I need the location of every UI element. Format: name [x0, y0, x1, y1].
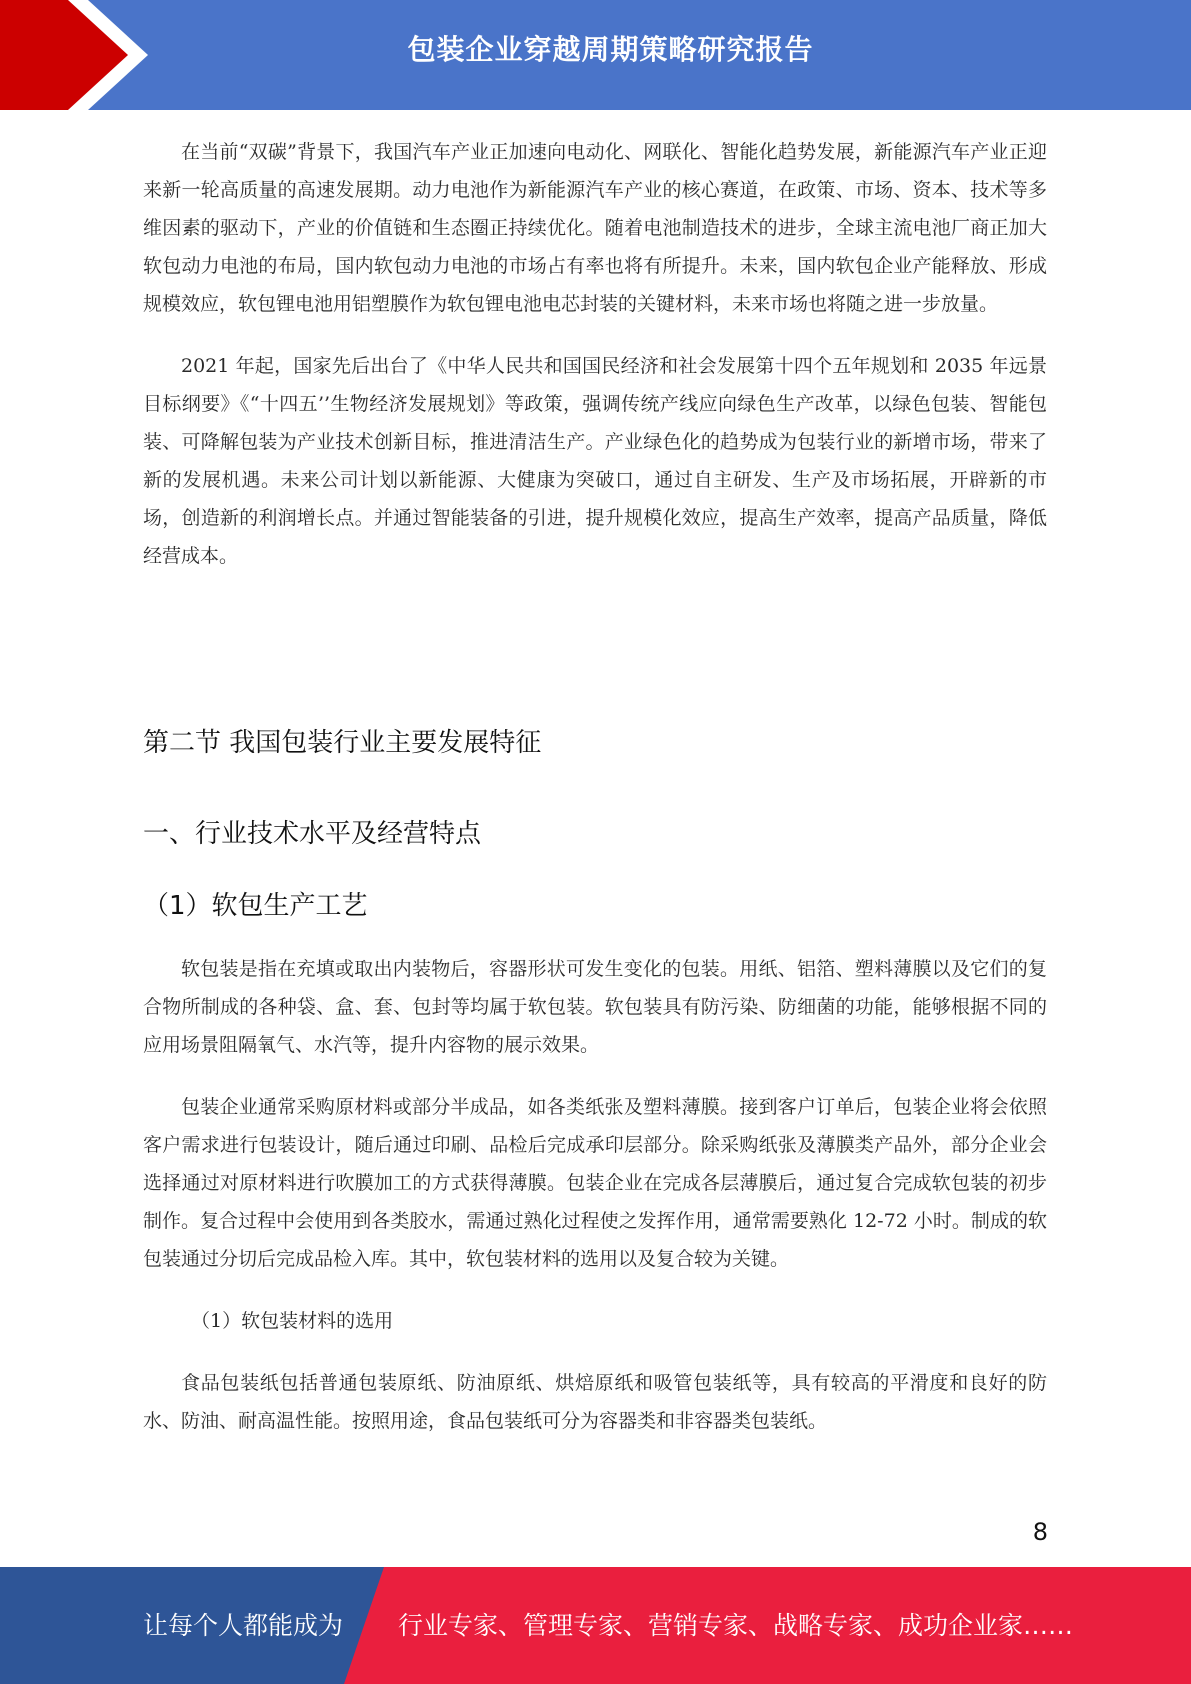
body-text-top	[143, 133, 1047, 575]
paragraph: 食品包装纸包括普通包装原纸、防油原纸、烘焙原纸和吸管包装纸等，具有较高的平滑度和良好的防水、防油、耐高温性能。按照用途，食品包装纸可分为容器类和非容器类包装纸。	[143, 1372, 1047, 1432]
subsection-heading: 一、行业技术水平及经营特点	[143, 819, 482, 849]
subsubsection-heading: （1）软包生产工艺	[143, 891, 368, 921]
section-heading: 第二节 我国包装行业主要发展特征	[143, 728, 542, 758]
report-title: 包装企业穿越周期策略研究报告	[407, 33, 814, 66]
body-text-bottom	[143, 950, 1047, 1440]
page-footer	[0, 1567, 1191, 1684]
footer-slogan-right: 行业专家、管理专家、营销专家、战略专家、成功企业家……	[398, 1611, 1074, 1640]
footer-slogan-left: 让每个人都能成为	[143, 1611, 344, 1640]
page-number: 8	[1032, 1518, 1048, 1546]
paragraph: 2021 年起，国家先后出台了《中华人民共和国国民经济和社会发展第十四个五年规划和 2035 年远景目标纲要》《“十四五’’生物经济发展规划》等政策，强调传统产线应向绿色生产改革，以绿色包装、智能包装、可降解包装为产业技术创新目标，推进清洁生产。产业绿色化的趋势成为包装行业的新增市场，带来了新的发展机遇。未来公司计划以新能源、大健康为突破口，通过自主研发、生产及市场拓展，开辟新的市场，创造新的利润增长点。并通过智能装备的引进，提升规模化效应，提高生产效率，提高产品质量，降低经营成本。	[143, 355, 1047, 567]
page-header	[0, 0, 1191, 110]
minor-heading: （1）软包装材料的选用	[191, 1310, 394, 1332]
paragraph: 软包装是指在充填或取出内装物后，容器形状可发生变化的包装。用纸、铝箔、塑料薄膜以及它们的复合物所制成的各种袋、盒、套、包封等均属于软包装。软包装具有防污染、防细菌的功能，能够根据不同的应用场景阻隔氧气、水汽等，提升内容物的展示效果。	[143, 958, 1047, 1056]
paragraph: 在当前“双碳”背景下，我国汽车产业正加速向电动化、网联化、智能化趋势发展，新能源汽车产业正迎来新一轮高质量的高速发展期。动力电池作为新能源汽车产业的核心赛道，在政策、市场、资本、技术等多维因素的驱动下，产业的价值链和生态圈正持续优化。随着电池制造技术的进步，全球主流电池厂商正加大软包动力电池的布局，国内软包动力电池的市场占有率也将有所提升。未来，国内软包企业产能释放、形成规模效应，软包锂电池用铝塑膜作为软包锂电池电芯封装的关键材料，未来市场也将随之进一步放量。	[143, 141, 1047, 315]
paragraph: 包装企业通常采购原材料或部分半成品，如各类纸张及塑料薄膜。接到客户订单后，包装企业将会依照客户需求进行包装设计，随后通过印刷、品检后完成承印层部分。除采购纸张及薄膜类产品外，部分企业会选择通过对原材料进行吹膜加工的方式获得薄膜。包装企业在完成各层薄膜后，通过复合完成软包装的初步制作。复合过程中会使用到各类胶水，需通过熟化过程使之发挥作用，通常需要熟化 12-72 小时。制成的软包装通过分切后完成品检入库。其中，软包装材料的选用以及复合较为关键。	[143, 1096, 1047, 1270]
